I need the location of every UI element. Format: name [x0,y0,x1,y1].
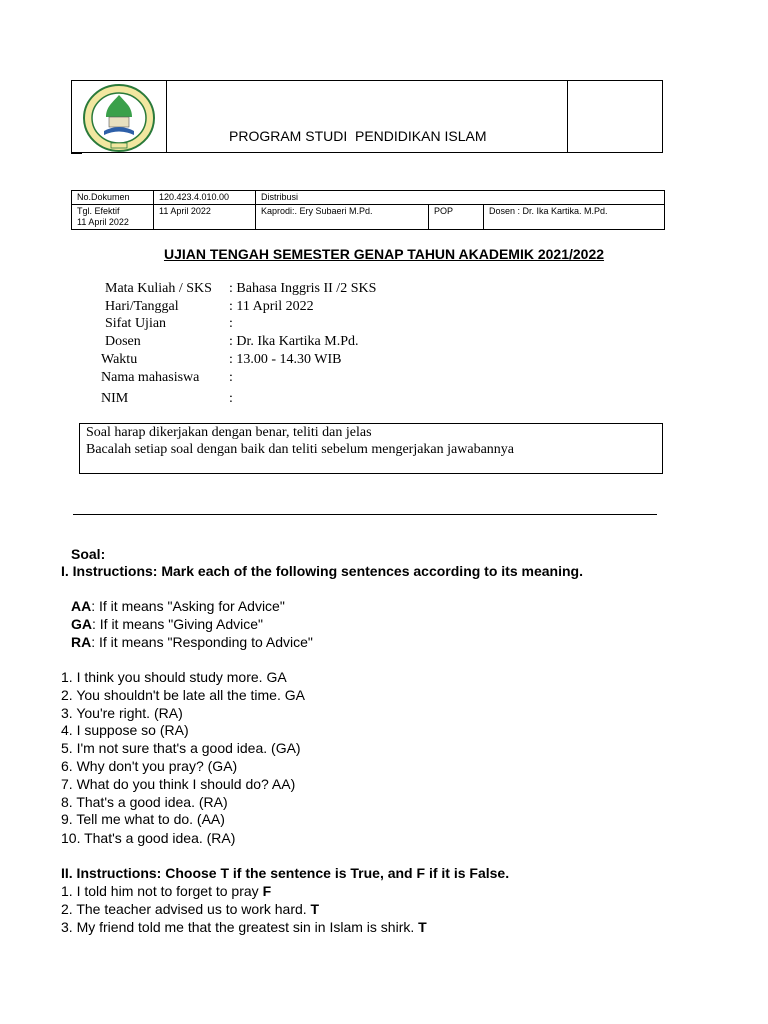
institute-seal-logo-icon [82,83,156,153]
table-row [72,191,665,205]
divider [73,514,657,515]
info-value-student-name: : [229,370,233,385]
info-value-course: : Bahasa Inggris II /2 SKS [229,281,377,296]
code-ra: RA: If it means "Responding to Advice" [71,634,313,650]
note-line-2: Bacalah setiap soal dengan baik dan teliti sebelum mengerjakan jawabannya [86,442,515,457]
list-item: 3. My friend told me that the greatest sin in Islam is shirk. T [61,919,427,935]
code-aa: AA: If it means "Asking for Advice" [71,598,285,614]
info-value-lecturer: : Dr. Ika Kartika M.Pd. [229,334,359,349]
list-item: 1. I told him not to forget to pray F [61,883,272,899]
list-item: 8. That's a good idea. (RA) [61,794,228,810]
list-item: 2. The teacher advised us to work hard. T [61,901,320,917]
effective-date-value: 11 April 2022 [154,205,256,230]
distribution-label: Distribusi [256,191,665,205]
effective-date-cell [72,205,154,230]
list-item: 7. What do you think I should do? AA) [61,776,296,792]
table-row [72,205,665,230]
info-label-course: Mata Kuliah / SKS [105,281,212,296]
list-item: 5. I'm not sure that's a good idea. (GA) [61,740,301,756]
code-ga: GA: If it means "Giving Advice" [71,616,264,632]
info-label-date: Hari/Tanggal [105,299,179,314]
info-value-time: : 13.00 - 14.30 WIB [229,352,342,367]
section2-instruction: II. Instructions: Choose T if the sentence is True, and F if it is False. [61,865,510,881]
info-label-student-name: Nama mahasiswa [101,370,200,385]
document-info-table [71,190,665,230]
effective-date-label: Tgl. Efektif [77,206,120,216]
exam-title: UJIAN TENGAH SEMESTER GENAP TAHUN AKADEMIK 2021/2022 [163,246,605,262]
info-label-lecturer: Dosen [105,334,141,349]
info-value-exam-type: : [229,316,233,331]
info-value-date: : 11 April 2022 [229,299,314,314]
list-item: 1. I think you should study more. GA [61,669,287,685]
list-item: 6. Why don't you pray? (GA) [61,758,238,774]
list-item: 2. You shouldn't be late all the time. GA [61,687,305,703]
pop-cell: POP [429,205,484,230]
note-line-1: Soal harap dikerjakan dengan benar, teliti dan jelas [86,425,372,440]
soal-label: Soal: [71,546,106,562]
effective-date-sub: 11 April 2022 [77,217,129,227]
info-label-time: Waktu [101,352,138,367]
info-label-nim: NIM [101,391,129,406]
list-item: 3. You're right. (RA) [61,705,183,721]
list-item: 9. Tell me what to do. (AA) [61,811,225,827]
dosen-cell: Dosen : Dr. Ika Kartika. M.Pd. [484,205,665,230]
list-item: 4. I suppose so (RA) [61,722,189,738]
info-value-nim: : [229,391,233,406]
info-label-exam-type: Sifat Ujian [105,316,167,331]
list-item: 10. That's a good idea. (RA) [61,830,236,846]
kaprodi-cell: Kaprodi:. Ery Subaeri M.Pd. [256,205,429,230]
doc-number-label: No.Dokumen [72,191,154,205]
program-title: PROGRAM STUDI PENDIDIKAN ISLAM [229,128,487,144]
doc-number-value: 120.423.4.010.00 [154,191,256,205]
section1-instruction: I. Instructions: Mark each of the following sentences according to its meaning. [61,563,583,579]
